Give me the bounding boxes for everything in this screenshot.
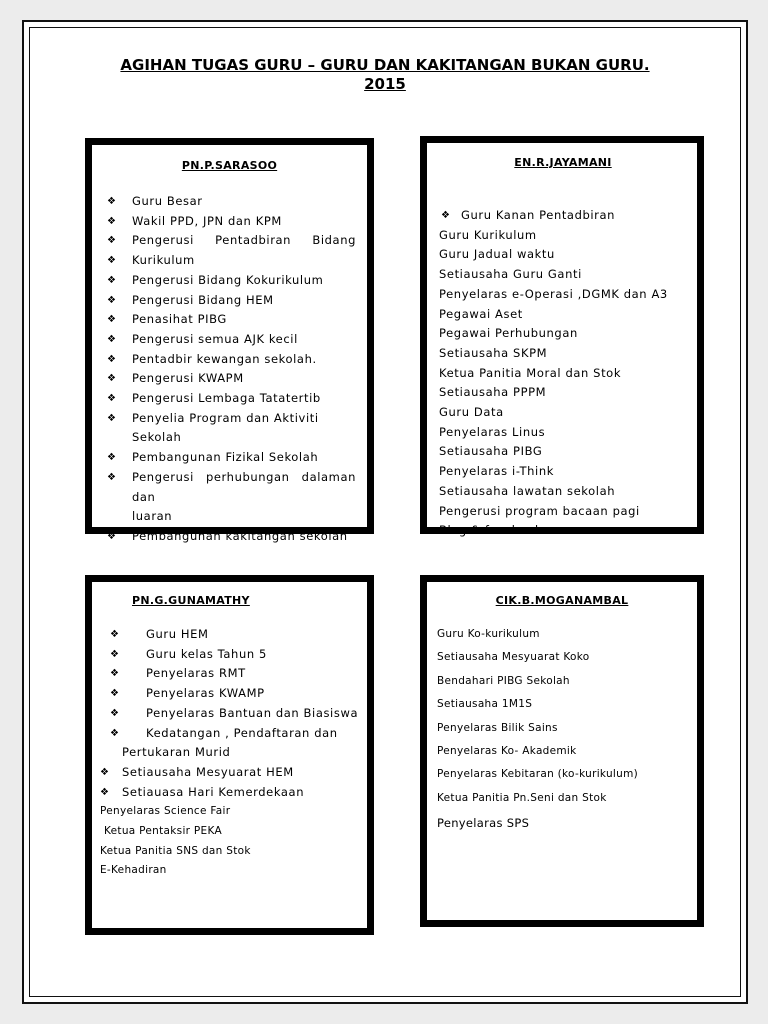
title-year: 2015 <box>364 75 406 93</box>
list-item: ❖ Wakil PPD, JPN dan KPM <box>103 212 356 232</box>
list-item-continuation: Pertukaran Murid <box>122 745 231 760</box>
duty-box-gunamathy <box>85 575 374 935</box>
list-item: ❖ Penyelaras KWAMP <box>100 684 359 704</box>
list-item: Setiausaha lawatan sekolah <box>439 483 616 498</box>
list-item: Setiausaha 1M1S <box>437 698 533 711</box>
list-item: Ketua Panitia Moral dan Stok <box>439 365 622 380</box>
list-item: Setiausaha Mesyuarat Koko <box>437 651 590 664</box>
list-item: ❖ Pembangunan kakitangan sekolah <box>103 527 356 547</box>
list-item: Ketua Panitia Pn.Seni dan Stok <box>437 791 607 804</box>
list-item: ❖ Kedatangan , Pendaftaran dan <box>100 724 359 744</box>
list-item: ❖ Penyelaras RMT <box>100 664 359 684</box>
list-item: ❖ Pengerusi Lembaga Tatatertib <box>103 389 356 409</box>
list-item: Penyelaras Linus <box>439 424 546 439</box>
list-item: Pegawai Aset <box>439 306 523 321</box>
list-item-continuation: luaran <box>132 509 173 524</box>
list-item: ❖ Guru Besar <box>103 192 356 212</box>
duty-box-sarasoo <box>85 138 374 543</box>
list-item: ❖ Guru Kanan Pentadbiran <box>439 206 687 226</box>
list-item: Guru Jadual waktu <box>439 247 555 262</box>
list-item: Setiausaha SKPM <box>439 345 548 360</box>
duty-list <box>103 192 356 547</box>
list-item: ❖ Guru HEM <box>100 625 359 645</box>
box-heading: EN.R.JAYAMANI <box>514 156 612 169</box>
list-item: Pegawai Perhubungan <box>439 326 578 341</box>
list-item: Guru Data <box>439 405 504 420</box>
list-item: E-Kehadiran <box>100 864 167 877</box>
list-item: ❖ Penasihat PIBG <box>103 310 356 330</box>
duty-box-moganambal <box>420 575 704 927</box>
list-item: Penyelaras i-Think <box>439 464 554 479</box>
list-item: ❖ Pembangunan Fizikal Sekolah <box>103 448 356 468</box>
list-item: ❖ Pengerusi perhubungan dalaman dan <box>103 468 356 507</box>
list-item: ❖ Setiauasa Hari Kemerdekaan <box>100 783 359 803</box>
duty-list <box>439 206 687 541</box>
list-item: Setiausaha Guru Ganti <box>439 267 582 282</box>
list-item: Pengerusi program bacaan pagi <box>439 503 640 518</box>
list-item: Guru Ko-kurikulum <box>437 628 540 640</box>
box-heading: PN.P.SARASOO <box>181 159 278 172</box>
list-item: Guru Kurikulum <box>439 227 537 242</box>
list-item-continuation: ❖ Kurikulum <box>103 251 356 271</box>
list-item: Penyelaras Bilik Sains <box>437 721 558 734</box>
duty-box-jayamani <box>420 136 704 538</box>
list-item: Ketua Panitia SNS dan Stok <box>100 844 251 857</box>
list-item: Bendahari PIBG Sekolah <box>437 674 570 687</box>
list-item: ❖ Pentadbir kewangan sekolah. <box>103 350 356 370</box>
duty-list <box>100 625 359 881</box>
list-item: ❖ Guru kelas Tahun 5 <box>100 645 359 665</box>
list-item: ❖ Pengerusi semua AJK kecil <box>103 330 356 350</box>
list-item: Penyelaras Ko- Akademik <box>437 745 577 758</box>
list-item: ❖ Pengerusi Pentadbiran Bidang <box>103 231 356 251</box>
list-item: ❖ Penyelaras Bantuan dan Biasiswa <box>100 704 359 724</box>
duty-list <box>437 623 687 836</box>
box-heading: PN.G.GUNAMATHY <box>132 594 250 607</box>
list-item: ❖ Pengerusi KWAPM <box>103 369 356 389</box>
list-item: ❖ Penyelia Program dan Aktiviti Sekolah <box>103 409 356 448</box>
box-heading: CIK.B.MOGANAMBAL <box>495 594 629 607</box>
list-item: Ketua Pentaksir PEKA <box>104 825 222 838</box>
list-item: ❖ Pengerusi Bidang HEM <box>103 291 356 311</box>
title-line-1: AGIHAN TUGAS GURU – GURU DAN KAKITANGAN BUKAN GURU. <box>120 56 650 74</box>
list-item: Setiausaha PPPM <box>439 385 547 400</box>
list-item: ❖ Pengerusi Bidang Kokurikulum <box>103 271 356 291</box>
list-item: ❖ Setiausaha Mesyuarat HEM <box>100 763 359 783</box>
list-item: Penyelaras SPS <box>437 816 530 831</box>
list-item: Penyelaras Science Fair <box>100 805 231 818</box>
document-title <box>24 56 746 94</box>
list-item: Setiausaha PIBG <box>439 444 543 459</box>
list-item-clipped: Blog & facebook <box>439 523 543 538</box>
list-item: Penyelaras Kebitaran (ko-kurikulum) <box>437 768 639 781</box>
list-item: Penyelaras e-Operasi ,DGMK dan A3 <box>439 286 668 301</box>
